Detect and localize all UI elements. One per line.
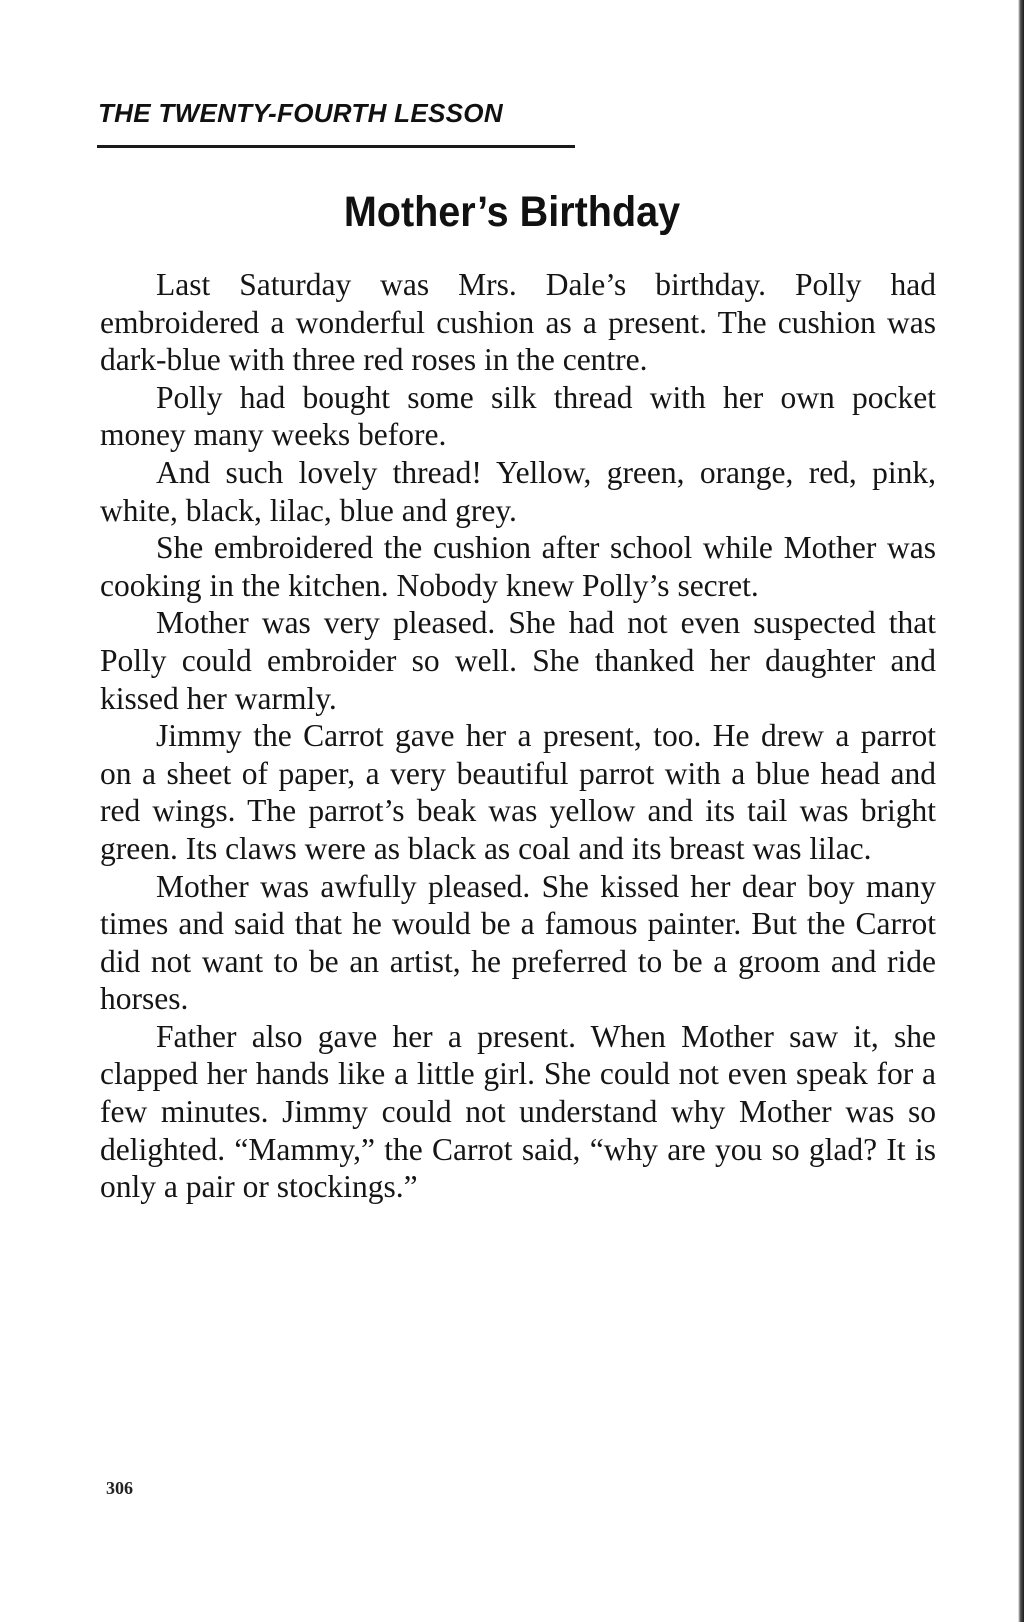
page-number: 306 <box>106 1478 133 1498</box>
story-title: Mother’s Birthday <box>343 188 681 236</box>
story-body <box>100 266 936 1206</box>
paragraph-6: Jimmy the Carrot gave her a present, too. He drew a parrot on a sheet of paper, a very beautiful parrot with a blue head and red wings. The parrot’s beak was yellow and its tail was bright green. Its claws were as black as coal and its breast was lilac. <box>100 718 936 866</box>
lesson-header: THE TWENTY-FOURTH LESSON <box>98 98 503 128</box>
page-binding-edge <box>1018 0 1024 1622</box>
paragraph-3: And such lovely thread! Yellow, green, orange, red, pink, white, black, lilac, blue and grey. <box>100 454 936 528</box>
paragraph-4: She embroidered the cushion after school while Mother was cooking in the kitchen. Nobody knew Polly’s secret. <box>100 530 936 603</box>
paragraph-5: Mother was very pleased. She had not even suspected that Polly could embroider so well. She thanked her daughter and kissed her warmly. <box>100 605 936 716</box>
paragraph-7: Mother was awfully pleased. She kissed her dear boy many times and said that he would be a famous painter. But the Carrot did not want to be an artist, he preferred to be a groom and ride horses. <box>100 868 936 1017</box>
paragraph-1: Last Saturday was Mrs. Dale’s birthday. Polly had embroidered a wonderful cushion as a present. The cushion was dark-blue with three red roses in the centre. <box>100 267 936 378</box>
header-rule <box>97 145 575 148</box>
paragraph-8: Father also gave her a present. When Mother saw it, she clapped her hands like a little girl. She could not even speak for a few minutes. Jimmy could not understand why Mother was so delighted. “Mammy,” the Carrot said, “why are you so glad? It is only a pair or stockings.” <box>100 1018 936 1205</box>
paragraph-2: Polly had bought some silk thread with her own pocket money many weeks before. <box>100 379 936 453</box>
